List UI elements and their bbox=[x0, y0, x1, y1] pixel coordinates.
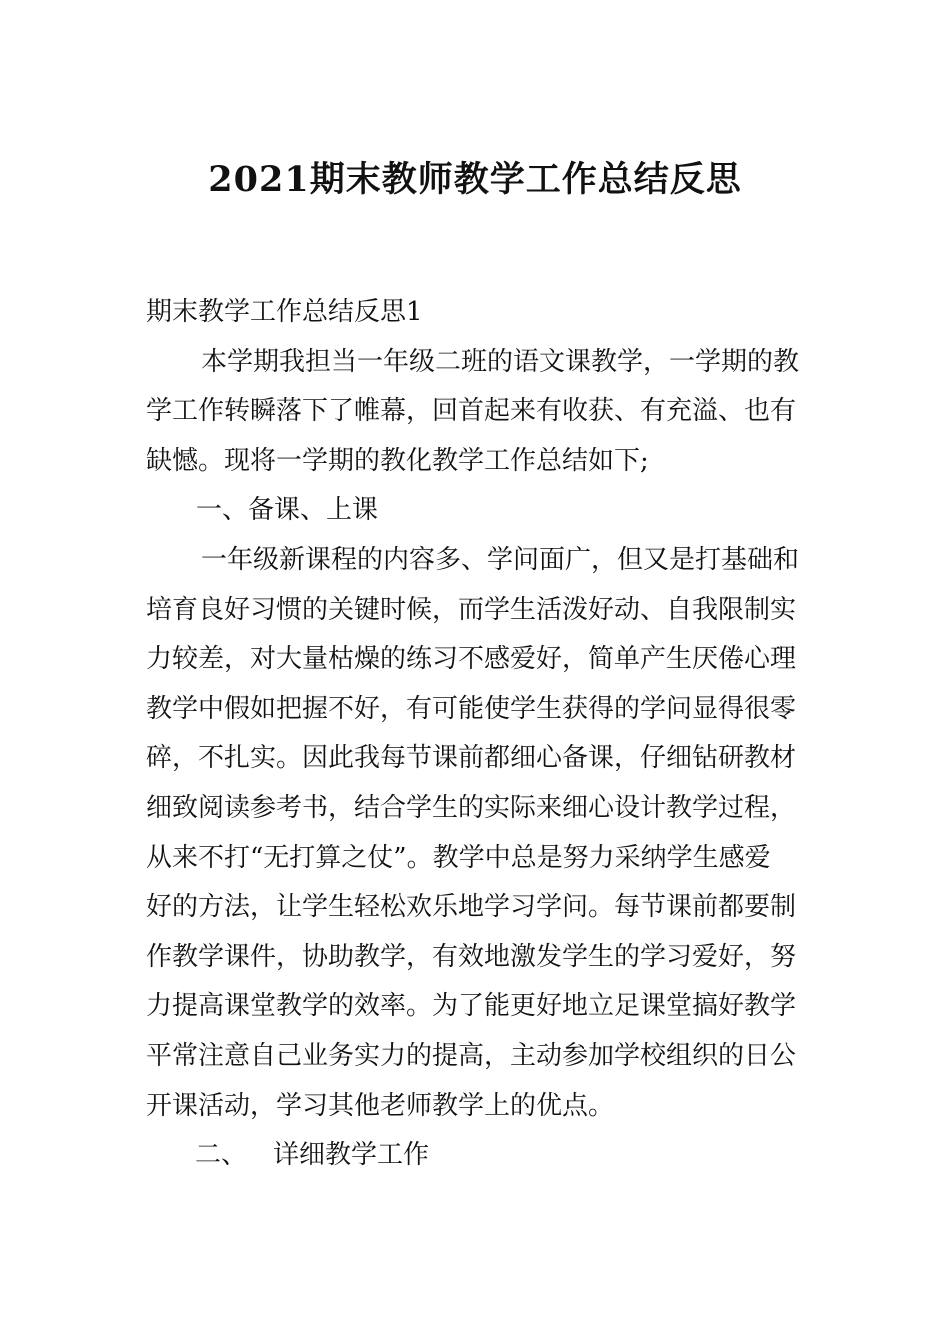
paragraph-line: 力较差，对大量枯燥的练习不感爱好，简单产生厌倦心理 bbox=[146, 644, 797, 675]
paragraph-intro bbox=[146, 338, 806, 487]
paragraph-line: 培育良好习惯的关键时候，而学生活泼好动、自我限制实 bbox=[146, 594, 797, 625]
paragraph-line: 细致阅读参考书，结合学生的实际来细心设计教学过程， bbox=[146, 792, 797, 823]
paragraph-line: 缺憾。现将一学期的教化教学工作总结如下; bbox=[146, 445, 649, 476]
paragraph-line: 从来不打“无打算之仗”。教学中总是努力采纳学生感爱 bbox=[146, 842, 771, 873]
paragraph-line: 教学中假如把握不好，有可能使学生获得的学问显得很零 bbox=[146, 693, 797, 724]
paragraph-line: 学工作转瞬落下了帷幕，回首起来有收获、有充溢、也有 bbox=[146, 396, 797, 427]
paragraph-line: 平常注意自己业务实力的提高，主动参加学校组织的日公 bbox=[146, 1040, 797, 1071]
heading-number: 二、 bbox=[195, 1140, 248, 1171]
paragraph-line: 作教学课件，协助教学，有效地激发学生的学习爱好，努 bbox=[146, 941, 797, 972]
paragraph-line: 一年级新课程的内容多、学问面广，但又是打基础和 bbox=[201, 544, 800, 575]
heading-detailed-work bbox=[146, 1131, 806, 1181]
paragraph-line: 碎，不扎实。因此我每节课前都细心备课，仔细钻研教材 bbox=[146, 743, 797, 774]
paragraph-line: 开课活动，学习其他老师教学上的优点。 bbox=[146, 1090, 615, 1121]
paragraph-line: 力提高课堂教学的效率。为了能更好地立足课堂搞好教学 bbox=[146, 991, 797, 1022]
document-body bbox=[146, 288, 806, 1181]
paragraph-prep bbox=[146, 536, 806, 1131]
heading-prep-class: 一、备课、上课 bbox=[196, 495, 379, 526]
section-title: 期末教学工作总结反思1 bbox=[146, 297, 423, 327]
paragraph-line: 本学期我担当一年级二班的语文课教学，一学期的教 bbox=[201, 346, 800, 377]
heading-text: 详细教学工作 bbox=[273, 1140, 430, 1171]
paragraph-line: 好的方法，让学生轻松欢乐地学习学问。每节课前都要制 bbox=[146, 892, 797, 923]
document-title: 2021期末教师教学工作总结反思 bbox=[208, 159, 742, 200]
